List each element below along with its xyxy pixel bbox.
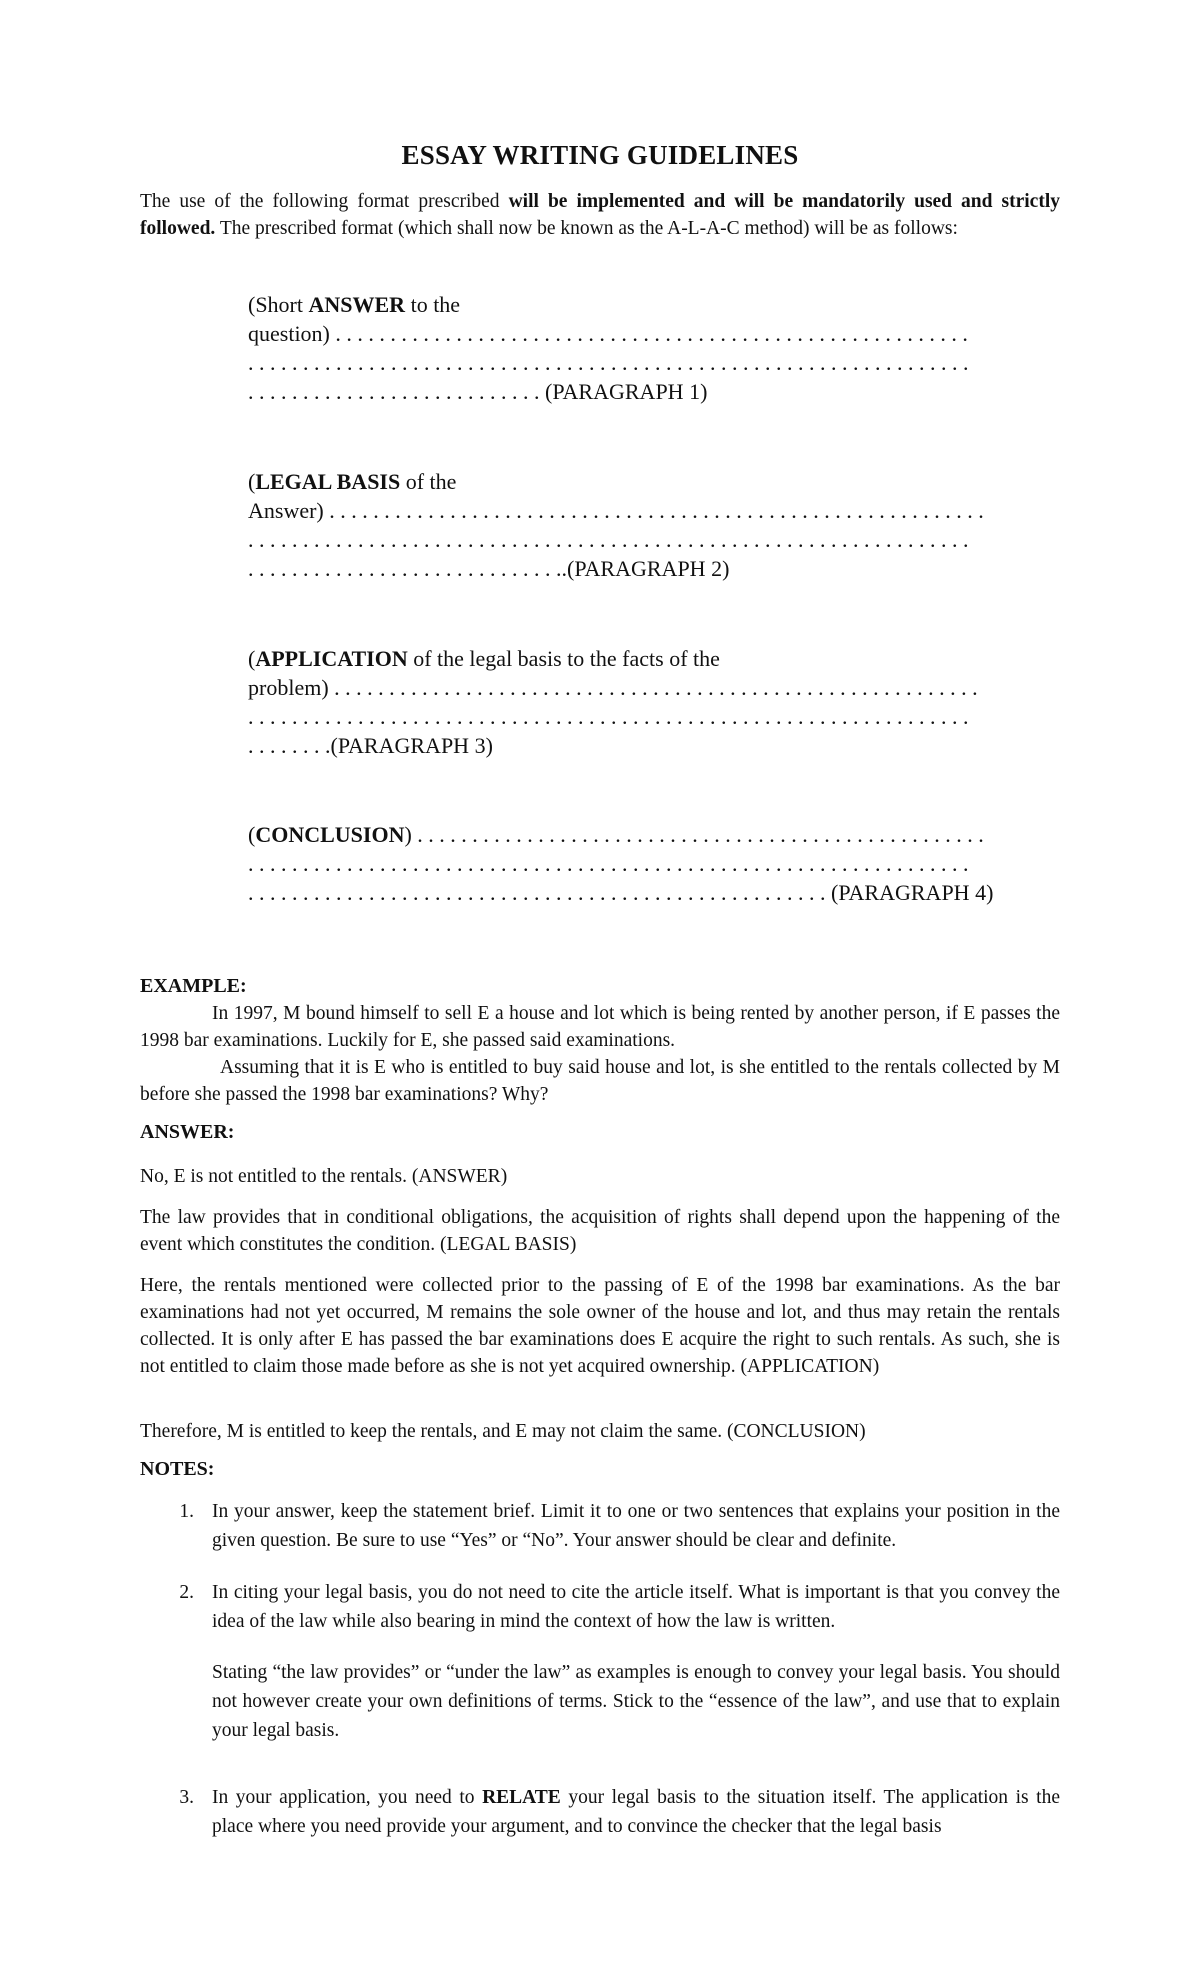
note-number: 3. bbox=[179, 1787, 194, 1808]
format-rest: to the bbox=[405, 292, 461, 317]
answer-application: Here, the rentals mentioned were collected prior to the passing of E of the 1998 bar examinations. As the bar examinations had not yet occurred, M remains the sole owner of the house and lot, and thus may retain the rentals collected. It is only after E has passed the bar examinations does E acquire the right to such rentals. As such, she is not entitled to claim those made before as she is not yet acquired ownership. (APPLICATION) bbox=[140, 1275, 1060, 1377]
note-number: 1. bbox=[179, 1501, 194, 1522]
intro-emphasis: will be implemented and will be mandatorily used and strictly followed. bbox=[140, 191, 1060, 239]
note-number: 2. bbox=[179, 1582, 194, 1603]
example-para-1: In 1997, M bound himself to sell E a house and lot which is being rented by another person, if E passes the 1998 bar examinations. Luckily for E, she passed said examinations. bbox=[140, 1003, 1060, 1051]
format-rest: of the bbox=[400, 469, 457, 494]
example-heading: EXAMPLE: bbox=[140, 975, 247, 997]
format-open: ( bbox=[248, 822, 256, 847]
note-text: In citing your legal basis, you do not need to cite the article itself. What is important is that you convey the idea of the law while also bearing in mind the context of how the law is written. bbox=[212, 1582, 1060, 1632]
format-open: (Short bbox=[248, 292, 309, 317]
note-text-part: your legal basis to the situation itself. The application is the place where you need provide your argument, and to convince the checker that the legal basis bbox=[212, 1787, 1060, 1837]
intro-text: The use of the following format prescribed bbox=[140, 191, 509, 212]
format-paragraph-label: (PARAGRAPH 4) bbox=[831, 880, 994, 905]
format-open: ( bbox=[248, 469, 256, 494]
format-keyword: LEGAL BASIS bbox=[255, 469, 401, 494]
note-emphasis: RELATE bbox=[482, 1787, 561, 1808]
note-item bbox=[172, 1578, 1060, 1745]
answer-conclusion: Therefore, M is entitled to keep the rentals, and E may not claim the same. (CONCLUSION) bbox=[140, 1421, 866, 1442]
note-text: In your answer, keep the statement brief. Limit it to one or two sentences that explains your position in the given question. Be sure to use “Yes” or “No”. Your answer should be clear and definite. bbox=[212, 1501, 1060, 1551]
page-title: ESSAY WRITING GUIDELINES bbox=[401, 140, 799, 170]
example-para-2: Assuming that it is E who is entitled to buy said house and lot, is she entitled to the rentals collected by M before she passed the 1998 bar examinations? Why? bbox=[140, 1057, 1060, 1105]
notes-heading: NOTES: bbox=[140, 1458, 215, 1480]
note-item bbox=[172, 1783, 1060, 1841]
note-text-continued: Stating “the law provides” or “under the law” as examples is enough to convey your legal basis. You should not however create your own definitions of terms. Stick to the “essence of the law”, and use that to explain your legal basis. bbox=[212, 1662, 1060, 1741]
format-rest: ) bbox=[404, 822, 412, 847]
format-paragraph-label: .(PARAGRAPH 3) bbox=[325, 733, 493, 758]
intro-text-2: The prescribed format (which shall now be known as the A-L-A-C method) will be as follows: bbox=[215, 218, 958, 239]
format-legal-basis: (LEGAL BASIS of the Answer) . . . . . . . . . . . . . . . . . . . . . . . . . . . . . . . . . . . . . . . . . . . . . . . . . . . . . . . . . . . . . . . . . . . . . . . . . . . . . . . . . . . . . . . . . . . . . . . . . . . . . . . . . . . . . . . . . . . . . . . . . . . . . . . . . . . . . . . . . . . . . . . . . . . . . . . . . . ..(PARAGRAPH 2) bbox=[248, 469, 984, 581]
answer-statement: No, E is not entitled to the rentals. (ANSWER) bbox=[140, 1166, 508, 1187]
format-open: ( bbox=[248, 646, 256, 671]
format-keyword: APPLICATION bbox=[255, 646, 408, 671]
format-application: (APPLICATION of the legal basis to the facts of the problem) . . . . . . . . . . . . . . . . . . . . . . . . . . . . . . . . . . . . . . . . . . . . . . . . . . . . . . . . . . . . . . . . . . . . . . . . . . . . . . . . . . . . . . . . . . . . . . . . . . . . . . . . . . . . . . . . . . . . . . . . . . . . . . . . . . . . .(PARAGRAPH 3) bbox=[248, 646, 978, 758]
format-keyword: CONCLUSION bbox=[255, 822, 405, 847]
note-item bbox=[172, 1497, 1060, 1555]
format-paragraph-label: (PARAGRAPH 1) bbox=[545, 379, 708, 404]
format-answer: (Short ANSWER to the question) . . . . . . . . . . . . . . . . . . . . . . . . . . . . . . . . . . . . . . . . . . . . . . . . . . . . . . . . . . . . . . . . . . . . . . . . . . . . . . . . . . . . . . . . . . . . . . . . . . . . . . . . . . . . . . . . . . . . . . . . . . . . . . . . . . . . . . . . . . . . . . . . . . . . . . . (PARAGRAPH 1) bbox=[248, 292, 969, 404]
intro-paragraph bbox=[140, 188, 1060, 242]
format-line-end: problem) bbox=[248, 675, 329, 700]
note-text-part: In your application, you need to bbox=[212, 1787, 483, 1808]
format-line-end: question) bbox=[248, 321, 330, 346]
format-line-end: Answer) bbox=[248, 498, 324, 523]
note-text bbox=[212, 1783, 1060, 1841]
format-keyword: ANSWER bbox=[308, 292, 406, 317]
answer-legal-basis: The law provides that in conditional obligations, the acquisition of rights shall depend upon the happening of the event which constitutes the condition. (LEGAL BASIS) bbox=[140, 1207, 1060, 1255]
format-paragraph-label: .(PARAGRAPH 2) bbox=[561, 556, 730, 581]
answer-heading: ANSWER: bbox=[140, 1121, 235, 1143]
format-conclusion: (CONCLUSION) . . . . . . . . . . . . . . . . . . . . . . . . . . . . . . . . . . . . . . . . . . . . . . . . . . . . . . . . . . . . . . . . . . . . . . . . . . . . . . . . . . . . . . . . . . . . . . . . . . . . . . . . . . . . . . . . . . . . . . . . . . . . . . . . . . . . . . . . . . . . . . . . . . . . . . . . . . . . . . . . . . . . . . . . . . . (PARAGRAPH 4) bbox=[248, 822, 994, 905]
format-rest: of the legal basis to the facts of the bbox=[407, 646, 720, 671]
